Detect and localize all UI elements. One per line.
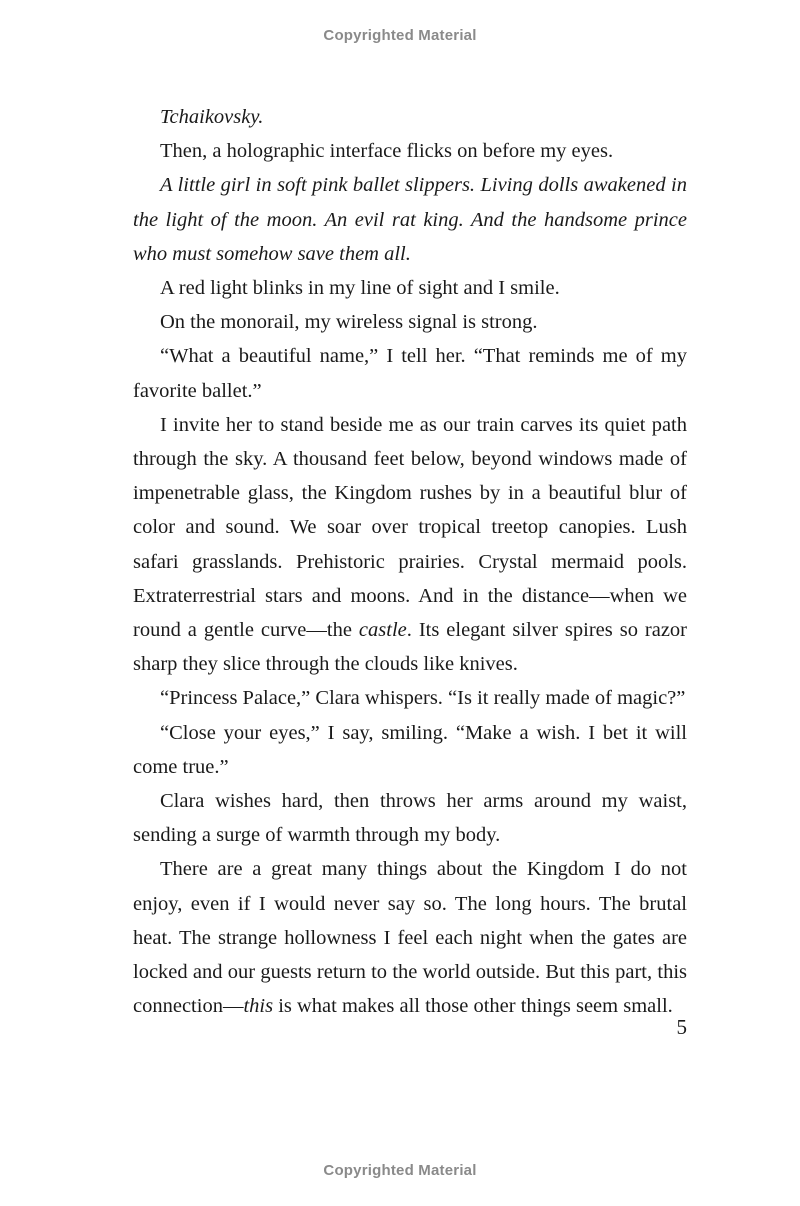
- paragraph: [133, 168, 687, 271]
- paragraph-text: “Princess Palace,” Clara whispers. “Is it really made of magic?”: [160, 687, 686, 710]
- paragraph: [133, 339, 687, 407]
- paragraph: [133, 271, 687, 305]
- paragraph: [133, 784, 687, 852]
- paragraph-text: I invite her to stand beside me as our train carves its quiet path through the sky. A thousand feet below, beyond windows made of impenetrable glass, the Kingdom rushes by in a beautiful blur of color and sound. We soar over tropical treetop canopies. Lush safari grasslands. Prehistoric prairies. Crystal mermaid pools. Extraterrestrial stars and moons. And in the distance—when we round a gentle curve—the: [133, 413, 687, 642]
- paragraph-text: On the monorail, my wireless signal is strong.: [160, 311, 538, 334]
- paragraph-text: “Close your eyes,” I say, smiling. “Make a wish. I bet it will come true.”: [133, 721, 687, 778]
- paragraph-text: A red light blinks in my line of sight and I smile.: [160, 277, 560, 300]
- paragraph-text: . Its elegant silver spires so razor sharp they slice through the clouds like knives.: [133, 619, 688, 676]
- paragraph: [133, 681, 687, 715]
- page-number: 5: [676, 1015, 687, 1039]
- paragraph: [133, 852, 687, 1023]
- copyright-watermark-top: Copyrighted Material: [323, 27, 477, 44]
- paragraph-text: is what makes all those other things seem small.: [273, 995, 673, 1018]
- paragraph-text: There are a great many things about the Kingdom I do not enjoy, even if I would never say so. The long hours. The brutal heat. The strange hollowness I feel each night when the gates are locked and our guests return to the world outside. But this part, this connection—: [133, 858, 687, 1018]
- paragraph-italic-text: this: [243, 995, 274, 1018]
- paragraph-text: A little girl in soft pink ballet slippers. Living dolls awakened in the light of the moon. An evil rat king. And the handsome prince who must somehow save them all.: [133, 174, 687, 265]
- paragraph-text: Clara wishes hard, then throws her arms around my waist, sending a surge of warmth through my body.: [133, 790, 687, 847]
- paragraph-text: “What a beautiful name,” I tell her. “That reminds me of my favorite ballet.”: [133, 345, 687, 402]
- paragraph: [133, 134, 687, 168]
- book-page-body: [133, 100, 687, 1023]
- paragraph: [133, 716, 687, 784]
- paragraph: [133, 305, 687, 339]
- paragraph-italic-text: castle: [358, 619, 407, 642]
- paragraph: [133, 408, 687, 682]
- paragraph: [133, 100, 687, 134]
- paragraph-text: Tchaikovsky.: [160, 106, 264, 128]
- paragraph-text: Then, a holographic interface flicks on before my eyes.: [160, 140, 614, 163]
- copyright-watermark-bottom: Copyrighted Material: [323, 1162, 477, 1179]
